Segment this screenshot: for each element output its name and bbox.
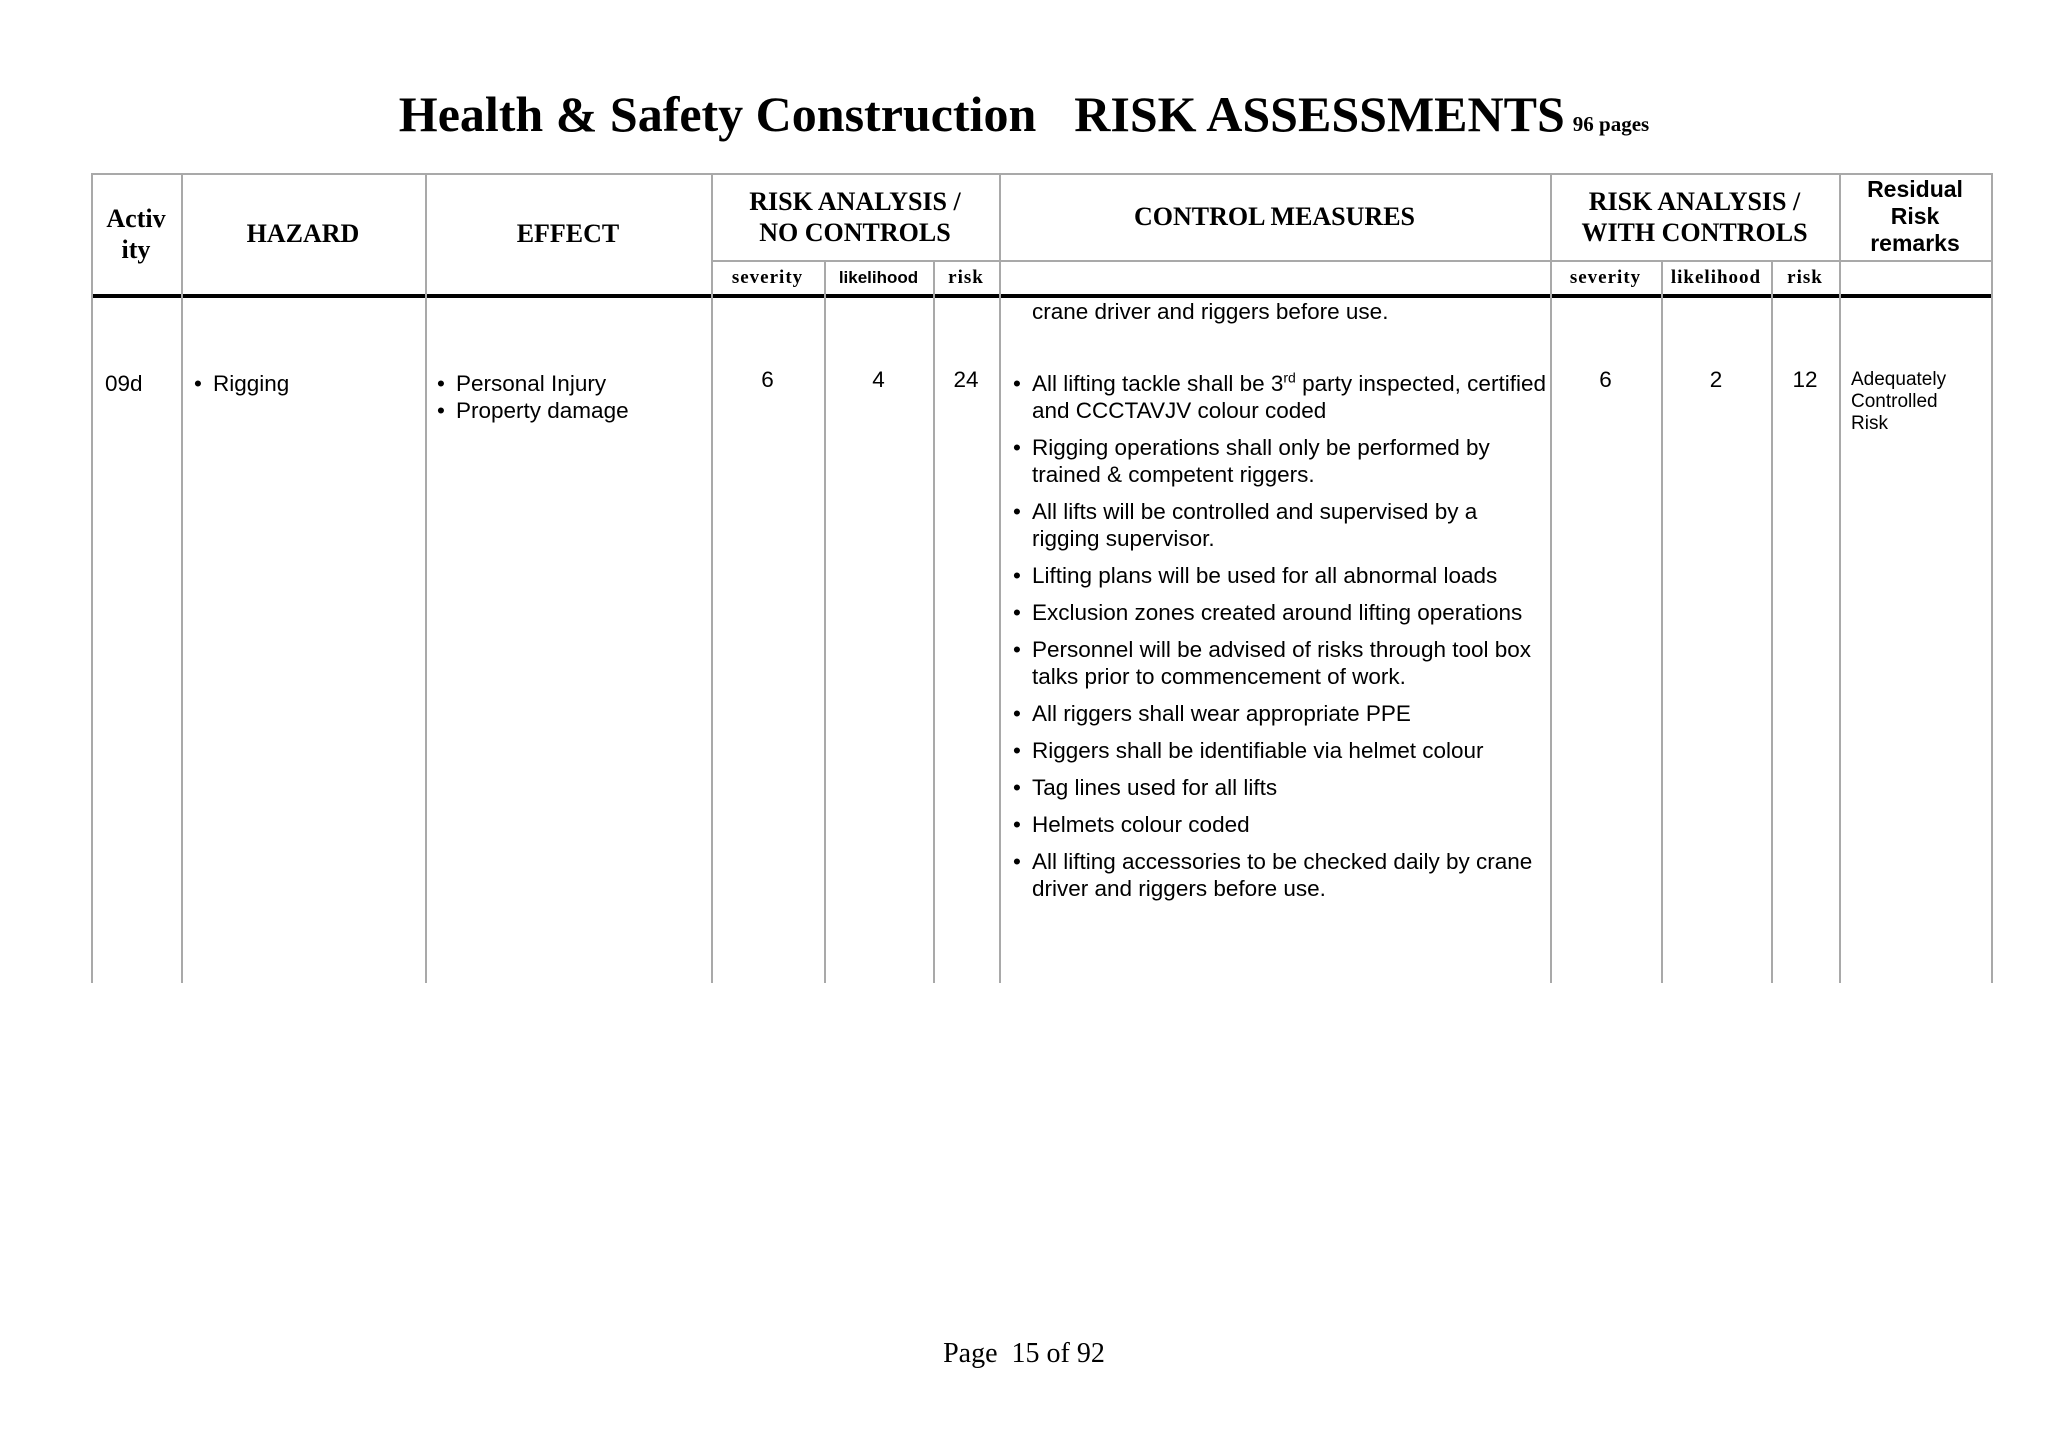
residual-remarks: Adequately Controlled Risk <box>1851 369 1947 434</box>
header-control-measures: CONTROL MEASURES <box>1134 202 1415 231</box>
col-line <box>425 173 427 983</box>
col-line <box>999 173 1001 983</box>
control-measure-item: • Rigging operations shall only be performed by trained & competent riggers. <box>1012 434 1546 488</box>
control-measure-item: • All lifting tackle shall be 3rd party inspected, certified and CCCTAVJV colour coded <box>1012 370 1546 424</box>
control-measures-cell <box>1012 370 1546 912</box>
col-line <box>711 173 713 983</box>
page-label: Page <box>943 1338 998 1369</box>
col-line <box>1839 173 1841 983</box>
control-measure-item: • Helmets colour coded <box>1012 811 1546 838</box>
header-hazard: HAZARD <box>246 219 360 248</box>
document-title <box>0 84 2048 154</box>
col-line <box>181 173 183 983</box>
control-measure-item: • Exclusion zones created around lifting operations <box>1012 599 1546 626</box>
subheader-severity: severity <box>731 266 804 288</box>
effect-item: • Personal Injury <box>436 370 706 397</box>
severity-after: 6 <box>1599 367 1612 392</box>
col-line <box>1991 173 1993 983</box>
likelihood-after: 2 <box>1709 367 1723 392</box>
subheader-severity: severity <box>1569 266 1642 288</box>
subheader-risk: risk <box>1787 266 1823 288</box>
subheader-risk: risk <box>948 266 984 288</box>
control-measure-item: • All lifts will be controlled and supervised by a rigging supervisor. <box>1012 498 1546 552</box>
likelihood-before: 4 <box>872 367 885 392</box>
title-risk-assessments: RISK ASSESSMENTS <box>1074 86 1565 142</box>
control-measure-item: • Riggers shall be identifiable via helmet colour <box>1012 737 1546 764</box>
risk-after: 12 <box>1792 367 1818 392</box>
header-risk-no-controls: RISK ANALYSIS / NO CONTROLS <box>749 186 961 247</box>
severity-before: 6 <box>761 367 774 392</box>
title-main: Health & Safety Construction <box>398 86 1037 142</box>
risk-before: 24 <box>953 367 979 392</box>
effect-cell <box>436 370 706 424</box>
activity-code: 09d <box>105 371 143 396</box>
header-activity: Activ ity <box>106 203 166 264</box>
subheader-likelihood: likelihood <box>838 267 919 287</box>
control-measure-item: • Tag lines used for all lifts <box>1012 774 1546 801</box>
header-effect: EFFECT <box>516 219 620 248</box>
effect-item: • Property damage <box>436 397 706 424</box>
risk-assessment-table <box>91 173 1993 983</box>
page-number: 15 of 92 <box>1011 1338 1105 1369</box>
page-footer <box>0 1338 2048 1370</box>
col-line <box>91 173 93 983</box>
subheader-likelihood: likelihood <box>1670 266 1762 288</box>
col-line <box>1550 173 1552 983</box>
pages-note: 96 pages <box>1572 112 1650 136</box>
control-measure-item: • All lifting accessories to be checked daily by crane driver and riggers before use. <box>1012 848 1546 902</box>
carryover-text: crane driver and riggers before use. <box>1032 299 1389 324</box>
hazard-item: • Rigging <box>193 370 421 397</box>
control-measure-item: • All riggers shall wear appropriate PPE <box>1012 700 1546 727</box>
control-measure-item: • Personnel will be advised of risks through tool box talks prior to commencement of work. <box>1012 636 1546 690</box>
control-measure-item: • Lifting plans will be used for all abnormal loads <box>1012 562 1546 589</box>
hazard-cell <box>193 370 421 397</box>
header-risk-with-controls: RISK ANALYSIS / WITH CONTROLS <box>1581 186 1808 247</box>
header-residual-risk: Residual Risk remarks <box>1867 176 1963 256</box>
